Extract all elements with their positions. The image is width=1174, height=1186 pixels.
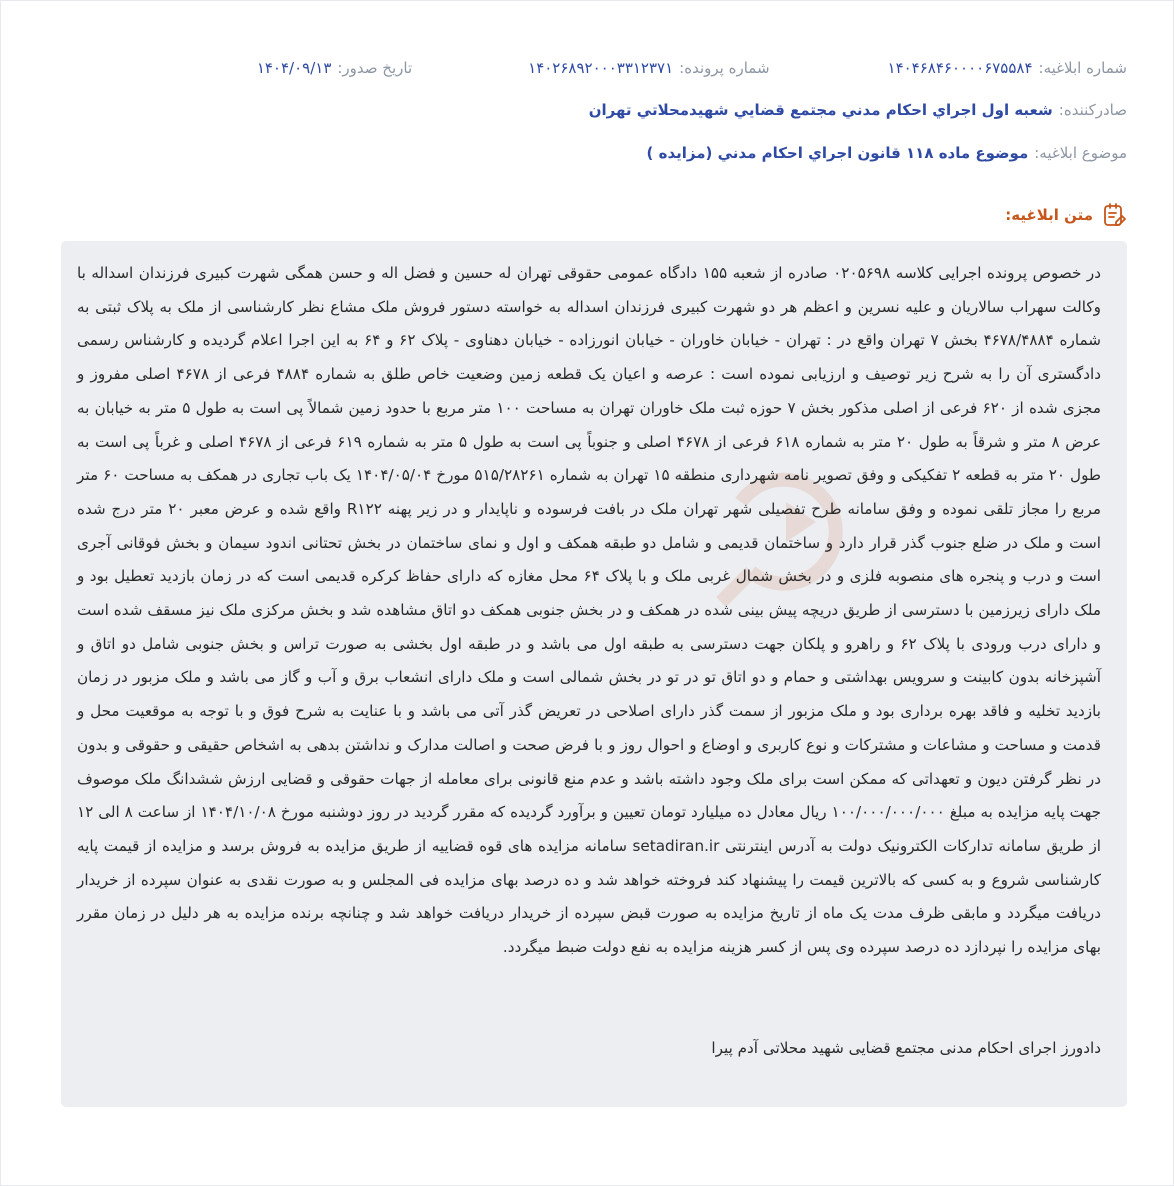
issuer-row <box>47 101 1127 119</box>
document-text-icon <box>1101 202 1127 228</box>
notice-number: ۱۴۰۴۶۸۴۶۰۰۰۰۶۷۵۵۸۴ <box>887 59 1033 77</box>
case-number-group <box>528 59 769 77</box>
issuer-label: صادرکننده: <box>1058 101 1127 119</box>
case-number: ۱۴۰۲۶۸۹۲۰۰۰۳۳۱۲۳۷۱ <box>528 59 674 77</box>
notice-number-label: شماره ابلاغیه: <box>1038 59 1127 77</box>
notice-body-text: در خصوص پرونده اجرایی کلاسه ۰۲۰۵۶۹۸ صادره از شعبه ۱۵۵ دادگاه عمومی حقوقی تهران له حسین و فضل اله و حسن همگی شهرت کبیری فرزندان اسداله با وکالت سهراب سالاریان و علیه نسرین و اعظم هر دو شهرت کبیری فرزندان اسداله به خواسته دستور فروش ملک مشاع نظر کارشناسی از ملک به پلاک ثبتی به شماره ۴۶۷۸/۴۸۸۴ بخش ۷ تهران واقع در : تهران - خیابان خاوران - خیابان انورزاده - خیابان دهناوی - پلاک ۶۲ و ۶۴ به این اجرا اعلام گردیده و کارشناس رسمی دادگستری آن را به شرح زیر توصیف و ارزیابی نموده است : عرصه و اعیان یک قطعه زمین وضعیت خاص طلق به شماره ۴۸۸۴ فرعی از ۴۶۷۸ اصلی مفروز و مجزی شده از ۶۲۰ فرعی از اصلی مذکور بخش ۷ حوزه ثبت ملک خاوران تهران به مساحت ۱۰۰ متر مربع با حدود زمین شمالاً پی است به طول ۵ متر به خیابان به عرض ۸ متر و شرقاً به طول ۲۰ متر به شماره ۶۱۸ فرعی از ۴۶۷۸ اصلی و جنوباً پی است به طول ۵ متر به شماره ۶۱۹ فرعی از ۴۶۷۸ اصلی و غرباً پی است به طول ۲۰ متر به قطعه ۲ تفکیکی و وفق تصویر نامه شهرداری منطقه ۱۵ تهران به شماره ۵۱۵/۲۸۲۶۱ مورخ ۱۴۰۴/۰۵/۰۴ یک باب تجاری در همکف به مساحت ۶۰ متر مربع را مجاز تلقی نموده و وفق سامانه طرح تفصیلی شهر تهران ملک در بافت فرسوده و ناپایدار و در زیر پهنه R۱۲۲ واقع شده و عرض معبر ۲۰ متر درج شده است و ملک در ضلع جنوب گذر قرار دارد و ساختمان قدیمی و شامل دو طبقه همکف و اول و نمای ساختمان در بخش تحتانی اندود سیمان و بخش فوقانی آجری است و درب و پنجره های منصوبه فلزی و در بخش شمال غربی ملک و با پلاک ۶۴ محل مغازه که دارای حفاظ کرکره قدیمی است که در زمان بازدید تعطیل بود و ملک دارای زیرزمین با دسترسی از طریق دریچه پیش بینی شده در همکف و در بخش جنوبی همکف دو اتاق مشاهده شد و بخش مرکزی ملک نیز مسقف شده است و دارای درب ورودی با پلاک ۶۲ و راهرو و پلکان جهت دسترسی به طبقه اول می باشد و در طبقه اول بخشی به صورت تراس و بخش جنوبی شامل دو اتاق و آشپزخانه بدون کابینت و سرویس بهداشتی و حمام و دو اتاق تو در تو در بخش شمالی است و ملک دارای انشعاب برق و آب و گاز می باشد و ملک مزبور در زمان بازدید تخلیه و فاقد بهره برداری بود و ملک مزبور از سمت گذر دارای اصلاحی در تعریض گذر آتی می باشد و با عنایت به شرح فوق و با توجه به موقعیت محل و قدمت و مساحت و مشاعات و مشترکات و نوع کاربری و اوضاع و احوال روز و با فرض صحت و اصالت مدارک و نداشتن بدهی به اشخاص حقیقی و حقوقی و بدون در نظر گرفتن دیون و تعهداتی که ممکن است برای ملک وجود داشته باشد و عدم منع قانونی برای معامله از جهات حقوقی و قضایی ارزش ششدانگ ملک موصوف جهت پایه مزایده به مبلغ ۱۰۰/۰۰۰/۰۰۰/۰۰۰ ریال معادل ده میلیارد تومان تعیین و برآورد گردیده که مقرر گردید در روز دوشنبه مورخ ۱۴۰۴/۱۰/۰۸ از ساعت ۸ الی ۱۲ از طریق سامانه تدارکات الکترونیک دولت به آدرس اینترنتی setadiran.ir سامانه مزایده های قوه قضاییه از طریق مزایده به فروش برسد و مزایده از قیمت پایه کارشناسی شروع و به کسی که بالاترین قیمت را پیشنهاد کند فروخته خواهد شد و ده درصد بهای مزایده فی المجلس و به صورت نقدی به عنوان سپرده از خریدار دریافت میگردد و مابقی ظرف مدت یک ماه از تاریخ مزایده به صورت قبض سپرده از خریدار دریافت خواهد شد و چنانچه برنده مزایده به هر دلیل در زمان مقرر بهای مزایده را نپردازد ده درصد سپرده وی پس از کسر هزینه مزایده به نفع دولت ضبط میگردد. <box>77 264 1102 957</box>
issue-date-group <box>257 59 412 77</box>
section-header <box>1005 202 1127 228</box>
notice-content-box <box>61 241 1127 1107</box>
subject-label: موضوع ابلاغیه: <box>1034 144 1127 162</box>
issuer: شعبه اول اجراي احكام مدني مجتمع قضايي شهيدمحلاتي تهران <box>588 101 1053 119</box>
notice-meta-row <box>47 59 1127 77</box>
issue-date: ۱۴۰۴/۰۹/۱۳ <box>256 59 332 77</box>
subject-row <box>47 144 1127 162</box>
case-number-label: شماره پرونده: <box>679 59 770 77</box>
section-title: متن ابلاغیه: <box>1005 206 1093 224</box>
notice-number-group <box>888 59 1127 77</box>
signature: دادورز اجرای احکام مدنی مجتمع قضایی شهید محلاتی آدم پیرا <box>711 1039 1101 1057</box>
subject: موضوع ماده ۱۱۸ قانون اجراي احكام مدني (مزايده ) <box>646 144 1029 162</box>
issue-date-label: تاریخ صدور: <box>337 59 413 77</box>
